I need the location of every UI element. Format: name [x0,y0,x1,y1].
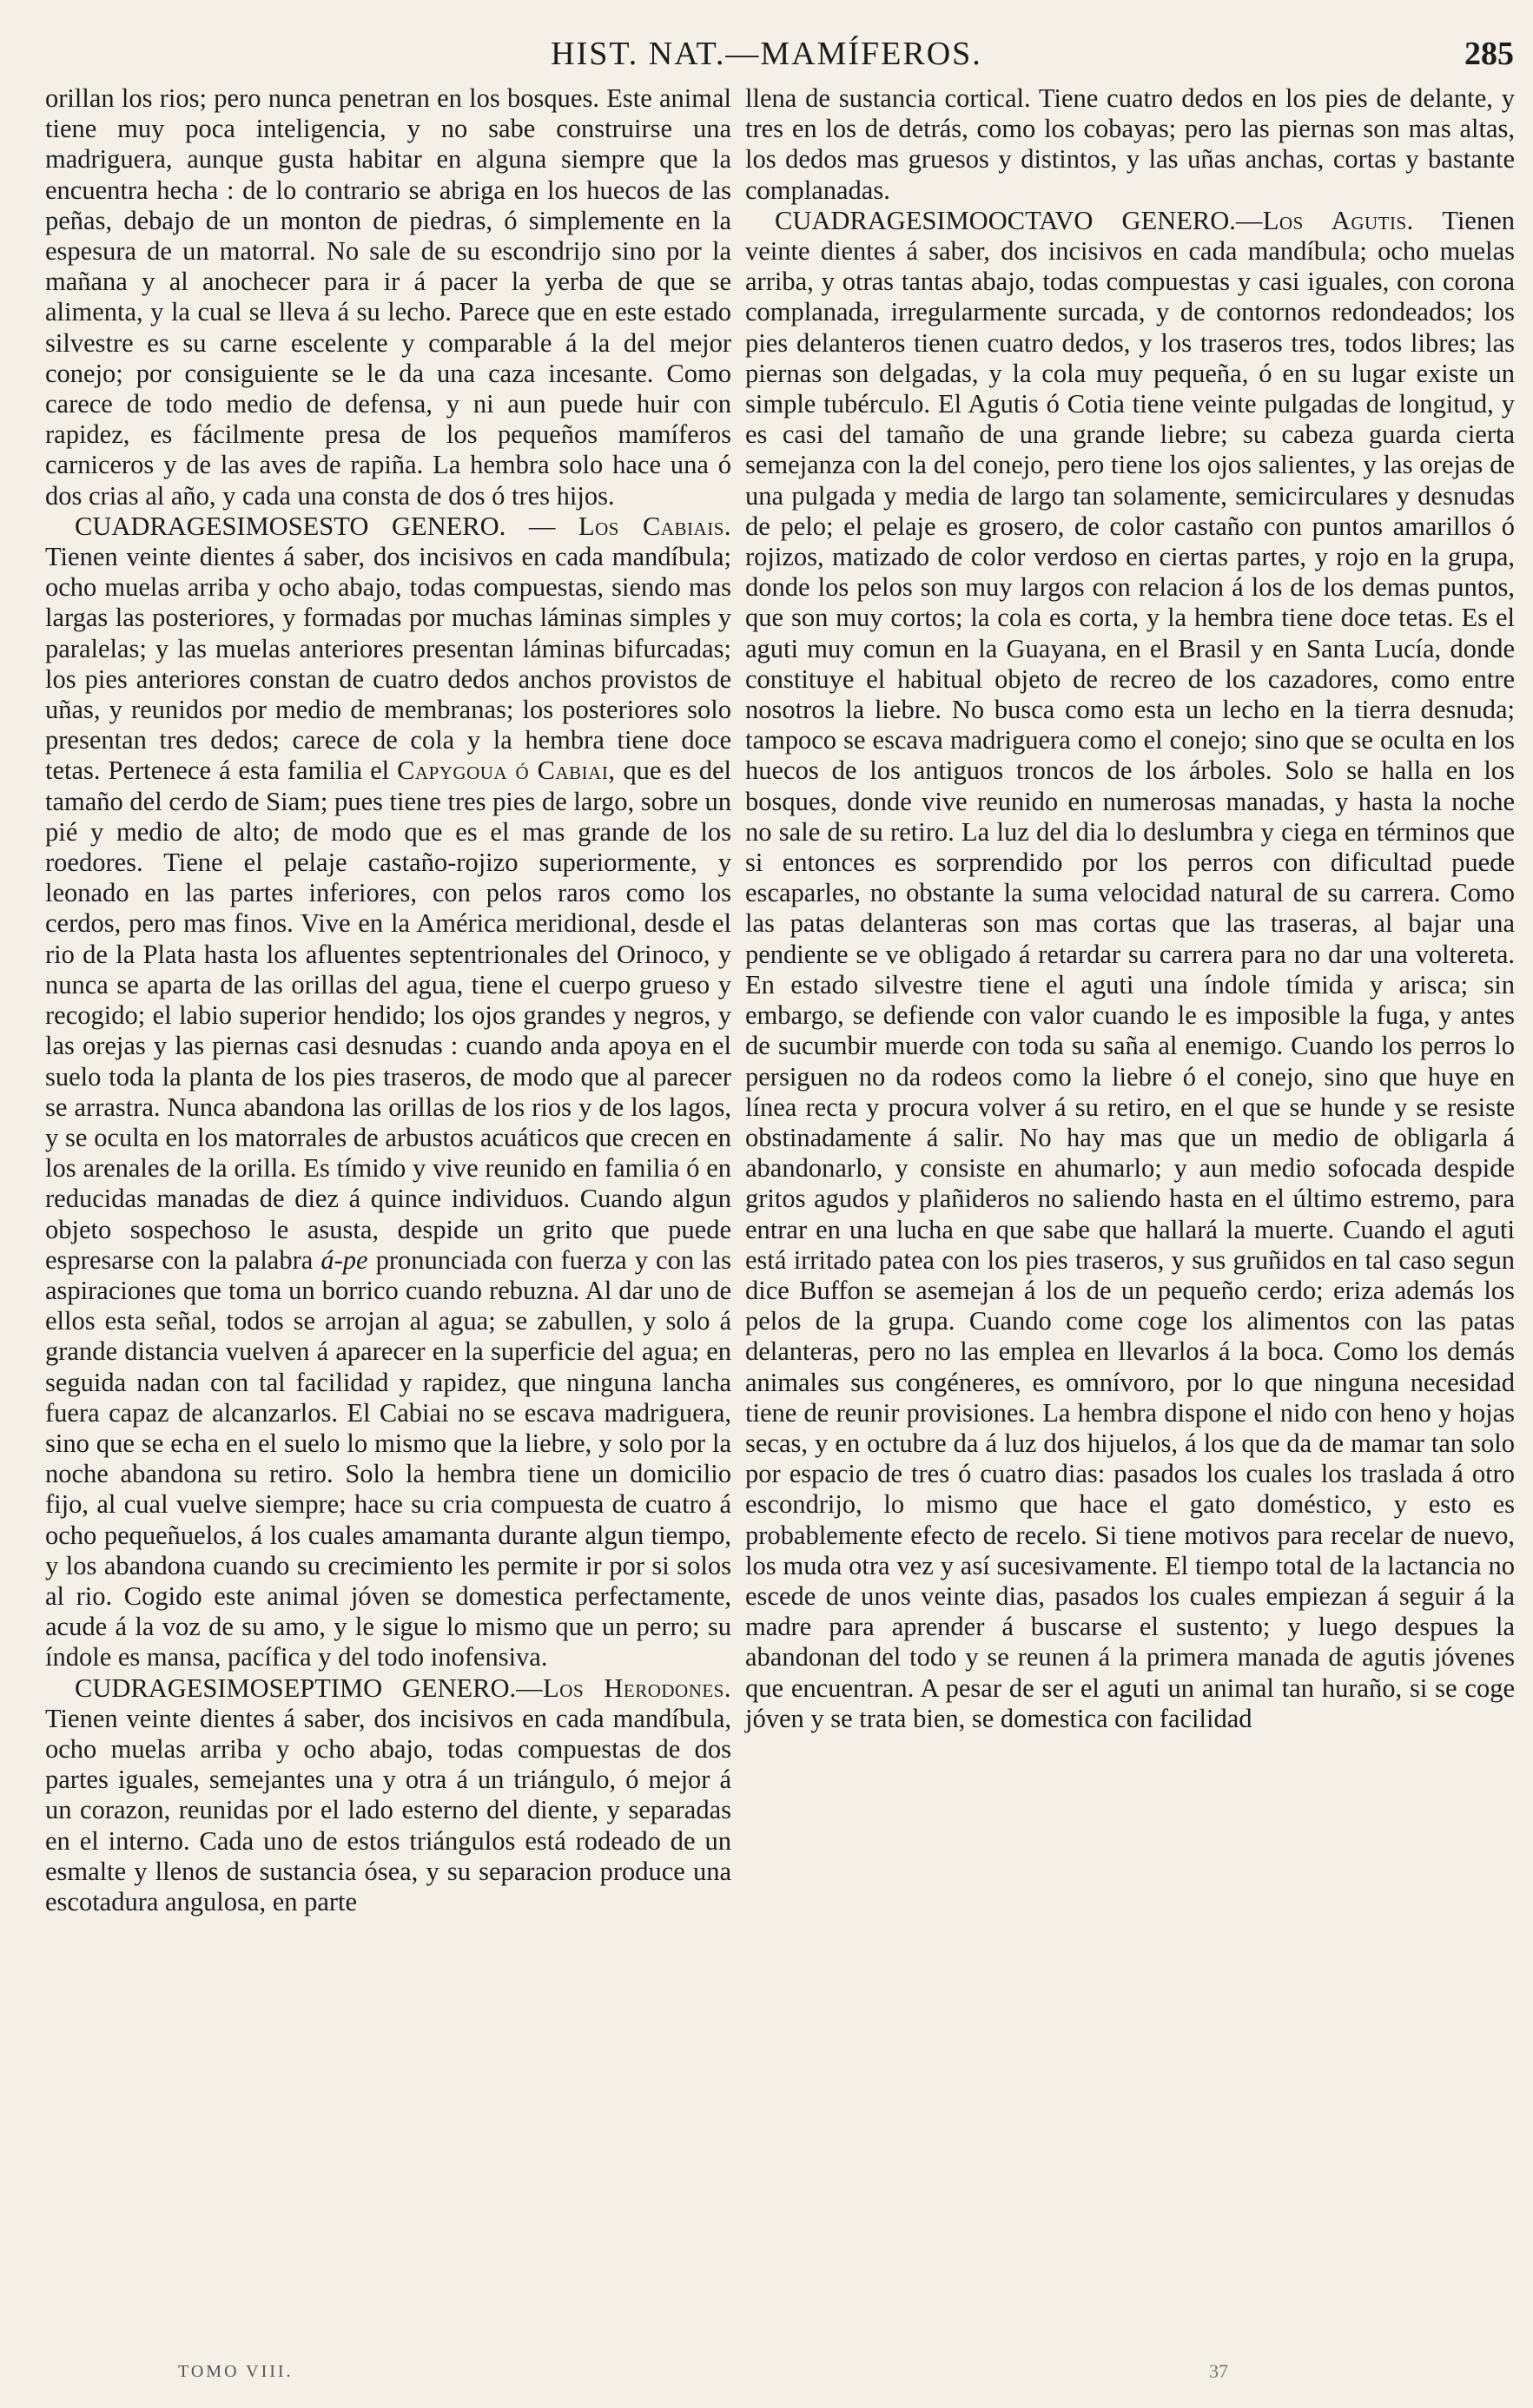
left-column [45,83,731,2341]
genus-name: —Los Herodones. [516,1672,731,1703]
species-name: Capygoua ó Cabiai, [397,755,616,786]
paragraph-text: Tienen veinte dientes á saber, dos incisivos en cada mandíbula, ocho muelas arriba y ocho abajo, todas compuestas de dos partes iguales, semejantes una y otra á un triángulo, ó mejor á un corazon, reunidas por el lado esterno del diente, y separadas en el interno. Cada uno de estos triángulos está rodeado de un esmalte y llenos de sustancia ósea, y su separacion produce una escotadura angulosa, en parte [45,1703,731,1917]
page-number: 285 [1464,36,1514,72]
emphasis-word: á-pe [320,1244,368,1275]
section-heading: CUDRAGESIMOSEPTIMO GENERO. [75,1672,517,1703]
paragraph-text: Tienen veinte dientes á saber, dos incisivos en cada mandíbula; ocho muelas arriba, y otras tantas abajo, todas compuestas y casi iguales, con corona complanada, irregularmente surcada, y de contornos redondeados; los pies delanteros tienen cuatro dedos, y los traseros tres, todos libres; las piernas son delgadas, y la cola muy pequeña, ó en su lugar existe un simple tubérculo. El Agutis ó Cotia tiene veinte pulgadas de longitud, y es casi del tamaño de una grande liebre; su cabeza guarda cierta semejanza con la del conejo, pero tiene los ojos salientes, y las orejas de una pulgada y media de largo tan solamente, semicirculares y desnudas de pelo; el pelaje es grosero, de color castaño con puntos amarillos ó rojizos, matizado de color verdoso en ciertas partes, y rojo en la grupa, donde los pelos son muy largos con relacion á los de los demas puntos, que son muy cortos; la cola es corta, y la hembra tiene doce tetas. Es el aguti muy comun en la Guayana, en el Brasil y en Santa Lucía, donde constituye el habitual objeto de recreo de los cazadores, como entre nosotros la liebre. No busca como esta un lecho en la tierra desnuda; tampoco se escava madriguera como el conejo; sino que se oculta en los huecos de los antiguos troncos de los árboles. Solo se halla en los bosques, donde vive reunido en numerosas manadas, y hasta la noche no sale de su retiro. La luz del dia lo deslumbra y ciega en términos que si entonces es sorprendido por los perros con dificultad puede escaparles, no obstante la suma velocidad natural de su carrera. Como las patas delanteras son mas cortas que las traseras, al bajar una pendiente se ve obligado á retardar su carrera para no dar una voltereta. En estado silvestre tiene el aguti una índole tímida y arisca; sin embargo, se defiende con valor cuando le es imposible la fuga, y antes de sucumbir muerde con toda su saña al enemigo. Cuando los perros lo persiguen no da rodeos como la liebre ó el conejo, sino que huye en línea recta y procura volver á su retiro, en el que se hunde y se resiste obstinadamente á salir. No hay mas que un medio de obligarla á abandonarlo, y consiste en ahumarlo; y aun medio sofocada despide gritos agudos y plañideros no saliendo hasta en el último estremo, para entrar en una lucha en que sabe que hallará la muerte. Cuando el aguti está irritado patea con los pies traseros, y sus gruñidos en tal caso segun dice Buffon se asemejan á los de un pequeño cerdo; eriza además los pelos de la grupa. Cuando come coge los alimentos con las patas delanteras, pero no las emplea en llevarlos á la boca. Como los demás animales sus congéneres, es omnívoro, por lo que ninguna necesidad tiene de reunir provisiones. La hembra dispone el nido con heno y hojas secas, y en octubre da á luz dos hijuelos, á los que da de mamar tan solo por espacio de tres ó cuatro dias: pasados los cuales los traslada á otro escondrijo, lo mismo que hace el gato doméstico, y esto es probablemente efecto de recelo. Si tiene motivos para recelar de nuevo, los muda otra vez y así sucesivamente. El tiempo total de la lactancia no escede de unos veinte dias, pasados los cuales empiezan á seguir á la madre para aprender á buscarse el sustento; y luego despues la abandonan del todo y se reunen á la primera manada de agutis jóvenes que encuentran. A pesar de ser el aguti un animal tan huraño, si se coge jóven y se trata bien, se domestica con facilidad [745,205,1515,1733]
volume-signature: TOMO VIII. [178,2362,294,2381]
section-genus-46: CUADRAGESIMOSESTO GENERO. — Los Cabiais. Tienen veinte dientes á saber, dos incisivos en cada mandíbula; ocho muelas arriba y ocho abajo, todas compuestas, siendo mas largas las posteriores, y formadas por muchas láminas simples y paralelas; y las muelas anteriores presentan láminas bifurcadas; los pies anteriores constan de cuatro dedos anchos provistos de uñas, y reunidos por medio de membranas; los posteriores solo presentan tres dedos; carece de cola y la hembra tiene doce tetas. Pertenece á esta familia el Capygoua ó Cabiai, que es del tamaño del cerdo de Siam; pues tiene tres pies de largo, sobre un pié y medio de alto; de modo que es el mas grande de los roedores. Tiene el pelaje castaño-rojizo superiormente, y leonado en las partes inferiores, con pelos raros como los cerdos, pero mas finos. Vive en la América meridional, desde el rio de la Plata hasta los afluentes septentrionales del Orinoco, y nunca se aparta de las orillas del agua, tiene el cuerpo grueso y recogido; el labio superior hendido; los ojos grandes y negros, y las orejas y las piernas casi desnudas : cuando anda apoya en el suelo toda la planta de los pies traseros, de modo que al parecer se arrastra. Nunca abandona las orillas de los rios y de los lagos, y se oculta en los matorrales de arbustos acuáticos que crecen en los arenales de la orilla. Es tímido y vive reunido en familia ó en reducidas manadas de diez á quince individuos. Cuando algun objeto sospechoso le asusta, despide un grito que puede espresarse con la palabra á-pe pronunciada con fuerza y con las aspiraciones que toma un borrico cuando rebuzna. Al dar uno de ellos esta señal, todos se arrojan al agua; se zabullen, y solo á grande distancia vuelven á aparecer en la superficie del agua; en seguida nadan con tal facilidad y rapidez, que ninguna lancha fuera capaz de alcanzarlos. El Cabiai no se escava madriguera, sino que se echa en el suelo lo mismo que la liebre, y solo por la noche abandona su retiro. Solo la hembra tiene un domicilio fijo, al cual vuelve siempre; hace su cria compuesta de cuatro á ocho pequeñuelos, á los cuales amamanta durante algun tiempo, y los abandona cuando su crecimiento les permite ir por si solos al rio. Cogido este animal jóven se domestica perfectamente, acude á la voz de su amo, y le sigue lo mismo que un perro; su índole es mansa, pacífica y del todo inofensiva. [45,511,732,1672]
section-genus-48 [745,206,1515,1734]
paragraph: orillan los rios; pero nunca penetran en los bosques. Este animal tiene muy poca inteligencia, y no sabe construirse una madriguera, aunque gusta habitar en alguna siempre que la encuentra hecha : de lo contrario se abriga en los huecos de las peñas, debajo de un monton de piedras, ó simplemente en la espesura de un matorral. No sale de su escondrijo sino por la mañana y al anochecer para ir á pacer la yerba de que se alimenta, y la cual se lleva á su lecho. Parece que en este estado silvestre es su carne escelente y comparable á la del mejor conejo; por consiguiente se le da una caza incesante. Como carece de todo medio de defensa, y ni aun puede huir con rapidez, es fácilmente presa de los pequeños mamíferos carniceros y de las aves de rapiña. La hembra solo hace una ó dos crias al año, y cada una consta de dos ó tres hijos. [45,83,731,511]
paragraph: llena de sustancia cortical. Tiene cuatro dedos en los pies de delante, y tres en los de detrás, como los cobayas; pero las piernas son mas altas, los dedos mas gruesos y distintos, y las uñas anchas, cortas y bastante complanadas. [745,83,1515,205]
genus-name: Los Cabiais. [578,511,732,541]
right-column [745,83,1515,2341]
section-genus-47 [45,1673,731,1918]
paragraph-text: Tienen veinte dientes á saber, dos incisivos en cada mandíbula; ocho muelas arriba y ocho abajo, todas compuestas, siendo mas largas las posteriores, y formadas por muchas láminas simples y paralelas; y las muelas anteriores presentan láminas bifurcadas; los pies anteriores constan de cuatro dedos anchos provistos de uñas, y reunidos por medio de membranas; los posteriores solo presentan tres dedos; carece de cola y la hembra tiene doce tetas. Pertenece á esta familia el [45,542,731,786]
running-title: HIST. NAT.—MAMÍFEROS. [551,36,982,72]
paragraph-text: pronunciada con fuerza y con las aspiraciones que toma un borrico cuando rebuzna. Al dar uno de ellos esta señal, todos se arrojan al agua; se zabullen, y solo á grande distancia vuelven á aparecer en la superficie del agua; en seguida nadan con tal facilidad y rapidez, que ninguna lancha fuera capaz de alcanzarlos. El Cabiai no se escava madriguera, sino que se echa en el suelo lo mismo que la liebre, y solo por la noche abandona su retiro. Solo la hembra tiene un domicilio fijo, al cual vuelve siempre; hace su cria compuesta de cuatro á ocho pequeñuelos, á los cuales amamanta durante algun tiempo, y los abandona cuando su crecimiento les permite ir por si solos al rio. Cogido este animal jóven se domestica perfectamente, acude á la voz de su amo, y le sigue lo mismo que un perro; su índole es mansa, pacífica y del todo inofensiva. [45,1244,732,1672]
running-header [0,35,1533,87]
genus-name: —Los Agutis. [1235,205,1414,235]
section-heading: CUADRAGESIMOSESTO GENERO. [75,511,506,541]
paragraph-text: que es del tamaño del cerdo de Siam; pues tiene tres pies de largo, sobre un pié y medio de alto; de modo que es el mas grande de los roedores. Tiene el pelaje castaño-rojizo superiormente, y leonado en las partes inferiores, con pelos raros como los cerdos, pero mas finos. Vive en la América meridional, desde el rio de la Plata hasta los afluentes septentrionales del Orinoco, y nunca se aparta de las orillas del agua, tiene el cuerpo grueso y recogido; el labio superior hendido; los ojos grandes y negros, y las orejas y las piernas casi desnudas : cuando anda apoya en el suelo toda la planta de los pies traseros, de modo que al parecer se arrastra. Nunca abandona las orillas de los rios y de los lagos, y se oculta en los matorrales de arbustos acuáticos que crecen en los arenales de la orilla. Es tímido y vive reunido en familia ó en reducidas manadas de diez á quince individuos. Cuando algun objeto sospechoso le asusta, despide un grito que puede espresarse con la palabra [45,755,732,1275]
sheet-number: 37 [1209,2360,1228,2382]
section-heading: CUADRAGESIMOOCTAVO GENERO. [775,205,1236,235]
